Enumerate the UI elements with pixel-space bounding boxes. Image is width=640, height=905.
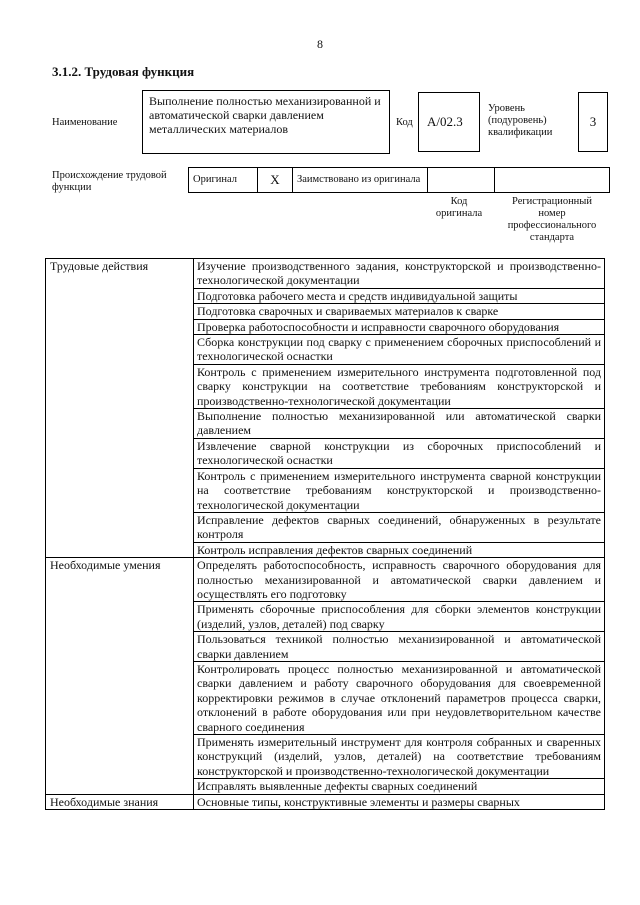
code-original-label: Код оригинала (435, 196, 483, 219)
code-label: Код (396, 117, 413, 128)
section-item: Исправление дефектов сварных соединений, обнаруженных в результате контроля (194, 512, 605, 542)
reg-number-label: Регистрационный номер профессионального стандарта (507, 196, 597, 243)
section-item: Контроль с применением измерительного инструмента подготовленной под сварку конструкции на соответствие требованиям конструкторской и производственно-технологической документации (194, 364, 605, 408)
section-item: Основные типы, конструктивные элементы и размеры сварных (194, 794, 605, 809)
origin-label: Происхождение трудовой функции (52, 170, 167, 193)
original-mark: X (258, 168, 293, 193)
section-title: Необходимые знания (46, 794, 194, 809)
section-item: Определять работоспособность, исправность сварочного оборудования для полностью механизированной и автоматической сварки давлением и осуществлять его подготовку (194, 558, 605, 602)
section-item: Контроль с применением измерительного инструмента сварной конструкции на соответствие требованиям конструкторской и производственно-технологической документации (194, 468, 605, 512)
section-item: Исправлять выявленные дефекты сварных соединений (194, 779, 605, 794)
page-number: 8 (317, 37, 323, 51)
level-label: Уровень (подуровень) квалификации (488, 103, 553, 138)
function-table (45, 258, 605, 810)
origin-table (188, 167, 610, 193)
original-code-cell (428, 168, 495, 193)
code-value: A/02.3 (418, 92, 480, 152)
section-item: Пользоваться техникой полностью механизированной и автоматической сварки давлением (194, 632, 605, 662)
section-heading: 3.1.2. Трудовая функция (52, 64, 195, 79)
section-item: Применять измерительный инструмент для контроля собранных и сваренных конструкций (изделий, узлов, деталей) на соответствие требованиям конструкторской и производственно-технологической документации (194, 735, 605, 779)
section-item: Применять сборочные приспособления для сборки элементов конструкции (изделий, узлов, деталей) под сварку (194, 602, 605, 632)
table-row (46, 794, 605, 809)
section-item: Выполнение полностью механизированной или автоматической сварки давлением (194, 409, 605, 439)
original-label: Оригинал (189, 168, 258, 193)
section-item: Проверка работоспособности и исправности сварочного оборудования (194, 319, 605, 334)
section-item: Извлечение сварной конструкции из сборочных приспособлений и технологической оснастки (194, 438, 605, 468)
section-title: Необходимые умения (46, 558, 194, 795)
level-value: 3 (578, 92, 608, 152)
table-row (46, 558, 605, 602)
section-item: Подготовка рабочего места и средств индивидуальной защиты (194, 288, 605, 303)
table-row (46, 259, 605, 289)
section-item: Сборка конструкции под сварку с применением сборочных приспособлений и технологической оснастки (194, 335, 605, 365)
name-label: Наименование (52, 117, 118, 128)
borrowed-label: Заимствовано из оригинала (293, 168, 428, 193)
section-title: Трудовые действия (46, 259, 194, 558)
function-name: Выполнение полностью механизированной и автоматической сварки давлением металлических материалов (142, 90, 390, 154)
section-item: Контроль исправления дефектов сварных соединений (194, 542, 605, 557)
reg-number-cell (495, 168, 610, 193)
section-item: Изучение производственного задания, конструкторской и производственно-технологической документации (194, 259, 605, 289)
section-item: Контролировать процесс полностью механизированной и автоматической сварки давлением и работу сварочного оборудования для своевременной корректировки режимов в случае отклонений параметров процесса сварки, отклонений в работе оборудования или при неудовлетворительном качестве сварного соединения (194, 661, 605, 734)
section-item: Подготовка сварочных и свариваемых материалов к сварке (194, 304, 605, 319)
